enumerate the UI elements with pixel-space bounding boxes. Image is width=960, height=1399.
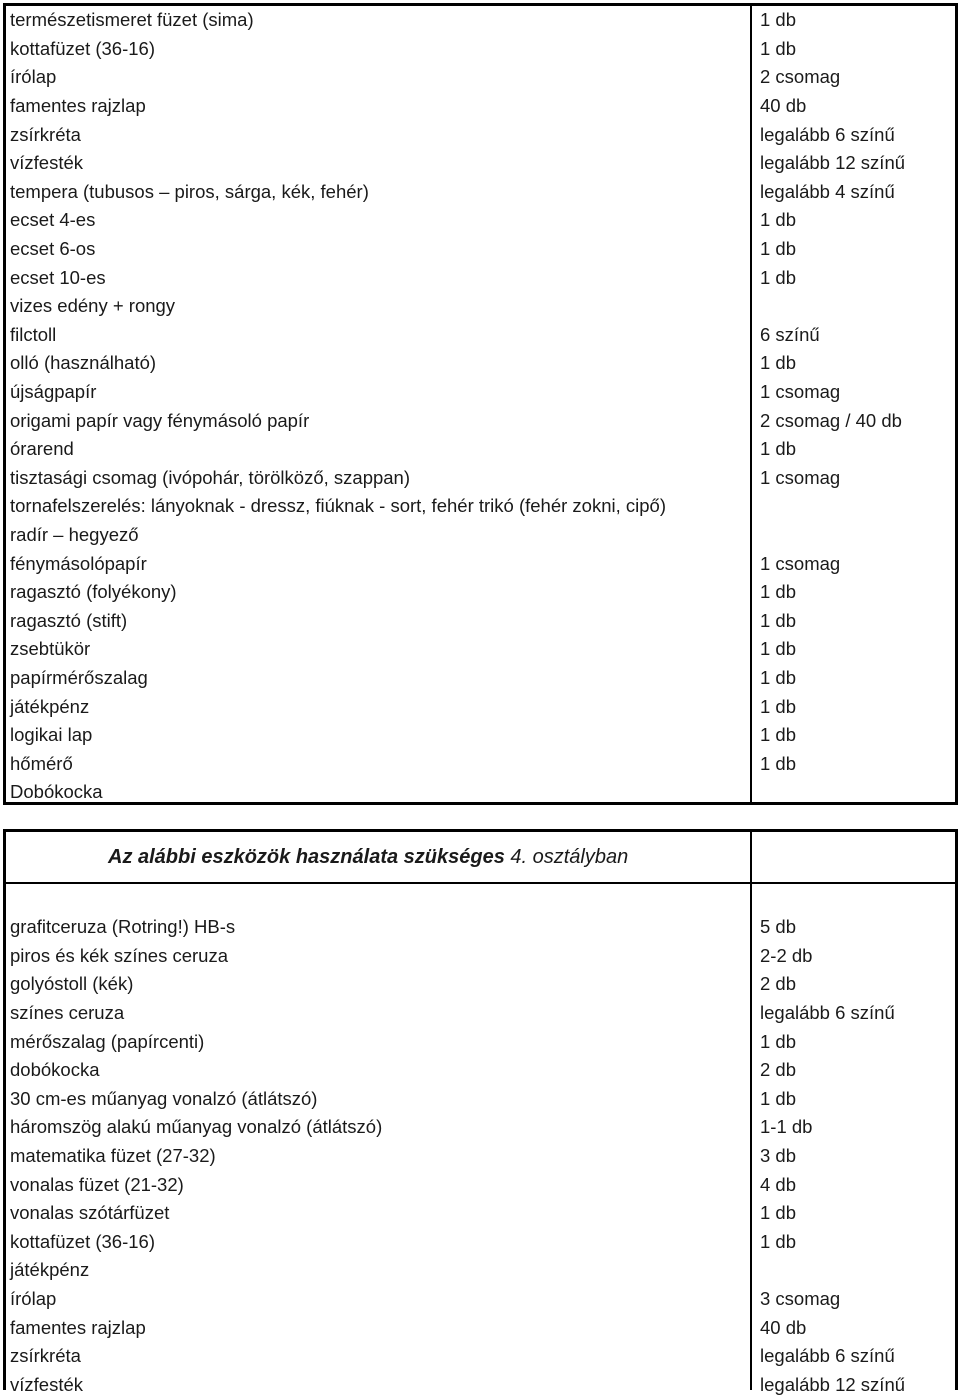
item-quantity: 2 db bbox=[752, 973, 955, 995]
item-quantity: 1 csomag bbox=[752, 467, 955, 489]
item-name: zsebtükör bbox=[6, 638, 752, 660]
table-row bbox=[6, 1342, 955, 1371]
table-row bbox=[6, 149, 955, 178]
item-name: vonalas szótárfüzet bbox=[6, 1202, 752, 1224]
item-quantity: legalább 6 színű bbox=[752, 1345, 955, 1367]
item-quantity: 6 színű bbox=[752, 324, 955, 346]
table-row bbox=[6, 378, 955, 407]
table-row bbox=[6, 1313, 955, 1342]
item-quantity: 1 db bbox=[752, 610, 955, 632]
table-row bbox=[6, 1142, 955, 1171]
item-name: piros és kék színes ceruza bbox=[6, 945, 752, 967]
item-name: kottafüzet (36-16) bbox=[6, 1231, 752, 1253]
table-row bbox=[6, 435, 955, 464]
table-row bbox=[6, 692, 955, 721]
table-row bbox=[6, 206, 955, 235]
item-quantity: 1 db bbox=[752, 667, 955, 689]
table-row bbox=[6, 178, 955, 207]
table-row bbox=[6, 664, 955, 693]
table-row bbox=[6, 1228, 955, 1257]
item-name: matematika füzet (27-32) bbox=[6, 1145, 752, 1167]
item-name: golyóstoll (kék) bbox=[6, 973, 752, 995]
table-row bbox=[6, 578, 955, 607]
item-quantity: legalább 12 színű bbox=[752, 152, 955, 174]
table-row bbox=[6, 913, 955, 942]
item-name: dobókocka bbox=[6, 1059, 752, 1081]
item-name: ecset 10-es bbox=[6, 267, 752, 289]
item-quantity: legalább 6 színű bbox=[752, 1002, 955, 1024]
item-quantity: 2 csomag / 40 db bbox=[752, 410, 955, 432]
table-row bbox=[6, 1285, 955, 1314]
section-header-row bbox=[6, 832, 955, 884]
item-name: zsírkréta bbox=[6, 124, 752, 146]
table-row bbox=[6, 263, 955, 292]
item-quantity: 1 db bbox=[752, 38, 955, 60]
table-row bbox=[6, 492, 955, 521]
table-row bbox=[6, 749, 955, 778]
item-quantity: 1 db bbox=[752, 9, 955, 31]
table-row bbox=[6, 1199, 955, 1228]
item-quantity: 5 db bbox=[752, 916, 955, 938]
item-name: vizes edény + rongy bbox=[6, 295, 752, 317]
supplies-table-top bbox=[3, 3, 958, 805]
table-row bbox=[6, 63, 955, 92]
table-row bbox=[6, 35, 955, 64]
item-name: logikai lap bbox=[6, 724, 752, 746]
item-name: kottafüzet (36-16) bbox=[6, 38, 752, 60]
item-name: ecset 6-os bbox=[6, 238, 752, 260]
item-quantity: 1 db bbox=[752, 1031, 955, 1053]
item-name: 30 cm-es műanyag vonalzó (átlátszó) bbox=[6, 1088, 752, 1110]
item-quantity: 1 db bbox=[752, 724, 955, 746]
table-row bbox=[6, 942, 955, 971]
item-name: Dobókocka bbox=[6, 781, 752, 803]
item-quantity: 1 db bbox=[752, 581, 955, 603]
table-row bbox=[6, 1170, 955, 1199]
item-name: vonalas füzet (21-32) bbox=[6, 1174, 752, 1196]
item-name: tisztasági csomag (ivópohár, törölköző, szappan) bbox=[6, 467, 752, 489]
item-quantity: 1 db bbox=[752, 209, 955, 231]
item-quantity: 3 db bbox=[752, 1145, 955, 1167]
item-name: természetismeret füzet (sima) bbox=[6, 9, 752, 31]
table-row bbox=[6, 1027, 955, 1056]
item-name: színes ceruza bbox=[6, 1002, 752, 1024]
empty-row bbox=[6, 884, 955, 913]
item-name: zsírkréta bbox=[6, 1345, 752, 1367]
item-quantity: 1 db bbox=[752, 352, 955, 374]
item-quantity: legalább 12 színű bbox=[752, 1374, 955, 1396]
table-row bbox=[6, 778, 955, 807]
table-row bbox=[6, 999, 955, 1028]
item-name: fénymásolópapír bbox=[6, 553, 752, 575]
item-name: mérőszalag (papírcenti) bbox=[6, 1031, 752, 1053]
table-row bbox=[6, 721, 955, 750]
section-header-title: Az alábbi eszközök használata szükséges bbox=[108, 846, 505, 868]
item-quantity: 1 db bbox=[752, 267, 955, 289]
table-row bbox=[6, 1085, 955, 1114]
table-row bbox=[6, 1113, 955, 1142]
item-quantity: 2 csomag bbox=[752, 66, 955, 88]
table-row bbox=[6, 549, 955, 578]
item-name: olló (használható) bbox=[6, 352, 752, 374]
item-quantity: 40 db bbox=[752, 1317, 955, 1339]
item-name: játékpénz bbox=[6, 696, 752, 718]
table-row bbox=[6, 1056, 955, 1085]
item-name: papírmérőszalag bbox=[6, 667, 752, 689]
item-quantity: legalább 4 színű bbox=[752, 181, 955, 203]
table-row bbox=[6, 92, 955, 121]
item-name: írólap bbox=[6, 66, 752, 88]
item-quantity: 1 db bbox=[752, 1231, 955, 1253]
table-row bbox=[6, 1371, 955, 1399]
item-quantity: 40 db bbox=[752, 95, 955, 117]
item-name: írólap bbox=[6, 1288, 752, 1310]
table-row bbox=[6, 1256, 955, 1285]
item-quantity: 1 csomag bbox=[752, 381, 955, 403]
table-row bbox=[6, 235, 955, 264]
item-name: famentes rajzlap bbox=[6, 1317, 752, 1339]
item-quantity: 1 db bbox=[752, 696, 955, 718]
item-quantity: 1 db bbox=[752, 238, 955, 260]
item-quantity: 1 db bbox=[752, 438, 955, 460]
item-name: órarend bbox=[6, 438, 752, 460]
item-name: vízfesték bbox=[6, 152, 752, 174]
item-name: tornafelszerelés: lányoknak - dressz, fiúknak - sort, fehér trikó (fehér zokni, cipő) bbox=[6, 495, 752, 517]
item-quantity: 1 csomag bbox=[752, 553, 955, 575]
item-name: ragasztó (folyékony) bbox=[6, 581, 752, 603]
table-row bbox=[6, 406, 955, 435]
item-name: origami papír vagy fénymásoló papír bbox=[6, 410, 752, 432]
table-row bbox=[6, 464, 955, 493]
item-quantity: 1 db bbox=[752, 638, 955, 660]
item-name: famentes rajzlap bbox=[6, 95, 752, 117]
item-quantity: 1 db bbox=[752, 1088, 955, 1110]
item-name: filctoll bbox=[6, 324, 752, 346]
table-row bbox=[6, 321, 955, 350]
grade4-rows bbox=[6, 913, 955, 1399]
item-quantity: 4 db bbox=[752, 1174, 955, 1196]
table-row bbox=[6, 120, 955, 149]
section-header-cell bbox=[6, 846, 752, 869]
item-quantity: 2 db bbox=[752, 1059, 955, 1081]
table-row bbox=[6, 349, 955, 378]
item-name: hőmérő bbox=[6, 753, 752, 775]
item-quantity: 1 db bbox=[752, 1202, 955, 1224]
table-row bbox=[6, 635, 955, 664]
table-row bbox=[6, 970, 955, 999]
section-header-grade: 4. osztályban bbox=[510, 846, 628, 868]
item-name: radír – hegyező bbox=[6, 524, 752, 546]
item-quantity: 2-2 db bbox=[752, 945, 955, 967]
item-quantity: 1 db bbox=[752, 753, 955, 775]
table-row bbox=[6, 292, 955, 321]
item-name: ecset 4-es bbox=[6, 209, 752, 231]
item-name: tempera (tubusos – piros, sárga, kék, fehér) bbox=[6, 181, 752, 203]
supplies-table-grade4 bbox=[3, 829, 958, 1390]
item-quantity: 3 csomag bbox=[752, 1288, 955, 1310]
item-quantity: 1-1 db bbox=[752, 1116, 955, 1138]
table-row bbox=[6, 521, 955, 550]
item-name: ragasztó (stift) bbox=[6, 610, 752, 632]
item-name: játékpénz bbox=[6, 1259, 752, 1281]
table-row bbox=[6, 6, 955, 35]
item-name: háromszög alakú műanyag vonalzó (átlátszó) bbox=[6, 1116, 752, 1138]
table-row bbox=[6, 606, 955, 635]
item-name: vízfesték bbox=[6, 1374, 752, 1396]
item-quantity: legalább 6 színű bbox=[752, 124, 955, 146]
item-name: újságpapír bbox=[6, 381, 752, 403]
item-name: grafitceruza (Rotring!) HB-s bbox=[6, 916, 752, 938]
